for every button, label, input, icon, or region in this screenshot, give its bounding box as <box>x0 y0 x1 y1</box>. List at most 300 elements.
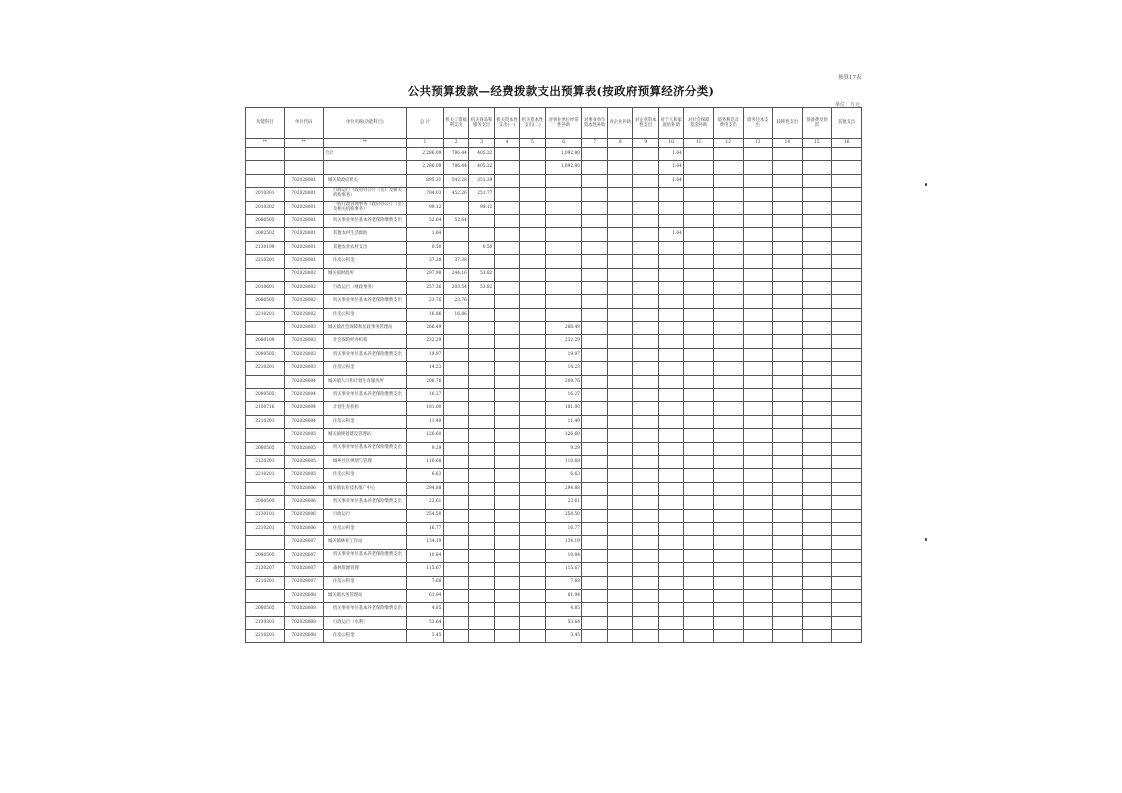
empty-cell <box>684 295 714 308</box>
amount-cell <box>658 188 683 201</box>
function-code-cell: 2100716 <box>246 402 285 415</box>
amount-cell <box>545 295 582 308</box>
column-index-cell: 14 <box>773 139 803 148</box>
column-header: 总 计 <box>407 108 444 139</box>
table-row <box>246 188 862 201</box>
empty-cell <box>582 161 607 174</box>
empty-cell <box>520 161 545 174</box>
empty-cell <box>743 148 773 161</box>
unit-code-cell <box>284 148 323 161</box>
total-cell: 23.61 <box>407 496 444 509</box>
empty-cell <box>832 188 862 201</box>
unit-name-cell: 社会保险经办机构 <box>323 335 407 348</box>
amount-cell <box>658 214 683 227</box>
total-cell: 37.38 <box>407 255 444 268</box>
amount-cell <box>658 362 683 375</box>
unit-name-cell: 行政运行（水利） <box>323 616 407 629</box>
function-code-cell: 2210201 <box>246 362 285 375</box>
unit-code-cell: 702028008 <box>284 589 323 602</box>
empty-cell <box>494 295 519 308</box>
total-cell: 52.64 <box>407 214 444 227</box>
empty-cell <box>607 496 632 509</box>
table-row <box>246 455 862 468</box>
empty-cell <box>802 201 832 214</box>
empty-cell <box>494 148 519 161</box>
empty-cell <box>802 228 832 241</box>
amount-cell <box>443 389 468 402</box>
amount-cell: 786.44 <box>443 148 468 161</box>
empty-cell <box>832 509 862 522</box>
unit-code-cell: 702028003 <box>284 322 323 335</box>
empty-cell <box>633 469 658 482</box>
unit-label: 单位：万元 <box>834 102 860 108</box>
table-row <box>246 630 862 643</box>
empty-cell <box>494 402 519 415</box>
total-cell: 99.12 <box>407 201 444 214</box>
amount-cell: 53.82 <box>469 281 494 294</box>
amount-cell <box>469 375 494 388</box>
empty-cell <box>520 563 545 576</box>
empty-cell <box>743 563 773 576</box>
empty-cell <box>832 362 862 375</box>
amount-cell <box>469 563 494 576</box>
empty-cell <box>713 455 743 468</box>
empty-cell <box>832 201 862 214</box>
empty-cell <box>713 469 743 482</box>
amount-cell <box>658 549 683 562</box>
empty-cell <box>713 429 743 442</box>
empty-cell <box>802 322 832 335</box>
table-row <box>246 415 862 428</box>
unit-code-cell: 702028008 <box>284 630 323 643</box>
empty-cell <box>773 268 803 281</box>
column-index-cell: 1 <box>407 139 444 148</box>
empty-cell <box>582 496 607 509</box>
function-code-cell <box>246 322 285 335</box>
empty-cell <box>494 389 519 402</box>
unit-code-cell: 702028008 <box>284 603 323 616</box>
empty-cell <box>832 576 862 589</box>
empty-cell <box>582 522 607 535</box>
unit-name-cell: 机关事业单位基本养老保险缴费支出 <box>323 603 407 616</box>
empty-cell <box>633 576 658 589</box>
empty-cell <box>633 536 658 549</box>
column-header: 单位代码 <box>284 108 323 139</box>
empty-cell <box>773 281 803 294</box>
table-row <box>246 148 862 161</box>
total-cell: 4.85 <box>407 603 444 616</box>
empty-cell <box>713 375 743 388</box>
empty-cell <box>713 148 743 161</box>
empty-cell <box>773 335 803 348</box>
empty-cell <box>832 603 862 616</box>
amount-cell <box>658 322 683 335</box>
empty-cell <box>743 442 773 455</box>
empty-cell <box>773 536 803 549</box>
table-row <box>246 241 862 254</box>
amount-cell: 1,092.80 <box>545 161 582 174</box>
amount-cell <box>658 603 683 616</box>
function-code-cell: 2210201 <box>246 308 285 321</box>
empty-cell <box>633 348 658 361</box>
column-header: 债务还本支出 <box>743 108 773 139</box>
empty-cell <box>832 469 862 482</box>
empty-cell <box>684 148 714 161</box>
amount-cell <box>469 348 494 361</box>
total-cell: 2,286.09 <box>407 148 444 161</box>
column-index-cell: 16 <box>832 139 862 148</box>
empty-cell <box>607 201 632 214</box>
table-row <box>246 442 862 455</box>
empty-cell <box>832 630 862 643</box>
unit-name-cell: 城关镇农业技术推广中心 <box>323 482 407 495</box>
unit-code-cell: 702028001 <box>284 255 323 268</box>
amount-cell <box>469 415 494 428</box>
empty-cell <box>582 455 607 468</box>
unit-code-cell: 702028003 <box>284 362 323 375</box>
amount-cell <box>469 589 494 602</box>
amount-cell <box>443 335 468 348</box>
empty-cell <box>802 536 832 549</box>
column-index-cell: 11 <box>684 139 714 148</box>
empty-cell <box>802 161 832 174</box>
unit-name-cell: 城关镇水务管理站 <box>323 589 407 602</box>
function-code-cell <box>246 589 285 602</box>
amount-cell <box>469 536 494 549</box>
empty-cell <box>607 455 632 468</box>
empty-cell <box>832 255 862 268</box>
amount-cell: 251.77 <box>469 188 494 201</box>
amount-cell <box>658 482 683 495</box>
amount-cell <box>545 228 582 241</box>
unit-name-cell: 住房公积金 <box>323 362 407 375</box>
empty-cell <box>494 482 519 495</box>
empty-cell <box>832 281 862 294</box>
empty-cell <box>713 576 743 589</box>
amount-cell <box>469 228 494 241</box>
amount-cell <box>658 522 683 535</box>
amount-cell: 9.29 <box>545 442 582 455</box>
empty-cell <box>743 616 773 629</box>
empty-cell <box>494 509 519 522</box>
empty-cell <box>773 509 803 522</box>
amount-cell: 10.84 <box>545 549 582 562</box>
empty-cell <box>582 576 607 589</box>
empty-cell <box>607 549 632 562</box>
empty-cell <box>773 375 803 388</box>
empty-cell <box>494 228 519 241</box>
amount-cell <box>469 362 494 375</box>
empty-cell <box>684 188 714 201</box>
column-index-cell: ** <box>323 139 407 148</box>
function-code-cell: 2080505 <box>246 348 285 361</box>
empty-cell <box>802 603 832 616</box>
function-code-cell: 2210201 <box>246 576 285 589</box>
amount-cell <box>658 389 683 402</box>
empty-cell <box>607 563 632 576</box>
unit-name-cell: 城关镇社会保障和民政事务管理站 <box>323 322 407 335</box>
amount-cell: 6.63 <box>545 469 582 482</box>
empty-cell <box>633 522 658 535</box>
column-header: 功能科目 <box>246 108 285 139</box>
unit-name-cell: 其他农村生活救助 <box>323 228 407 241</box>
amount-cell <box>658 241 683 254</box>
empty-cell <box>684 482 714 495</box>
total-cell: 16.86 <box>407 308 444 321</box>
empty-cell <box>494 415 519 428</box>
empty-cell <box>607 161 632 174</box>
budget-table-container <box>245 107 862 643</box>
empty-cell <box>607 442 632 455</box>
amount-cell <box>469 214 494 227</box>
empty-cell <box>802 375 832 388</box>
empty-cell <box>802 509 832 522</box>
amount-cell <box>469 322 494 335</box>
empty-cell <box>607 429 632 442</box>
empty-cell <box>494 268 519 281</box>
amount-cell <box>443 563 468 576</box>
empty-cell <box>607 322 632 335</box>
table-row <box>246 576 862 589</box>
unit-code-cell: 702028004 <box>284 415 323 428</box>
empty-cell <box>832 322 862 335</box>
column-index-cell: 7 <box>582 139 607 148</box>
amount-cell: 126.60 <box>545 429 582 442</box>
empty-cell <box>684 496 714 509</box>
column-header: 对企业资本性支出 <box>633 108 658 139</box>
empty-cell <box>582 308 607 321</box>
empty-cell <box>684 174 714 187</box>
empty-cell <box>743 509 773 522</box>
empty-cell <box>802 255 832 268</box>
empty-cell <box>582 509 607 522</box>
empty-cell <box>582 442 607 455</box>
unit-code-cell: 702028006 <box>284 509 323 522</box>
empty-cell <box>773 389 803 402</box>
empty-cell <box>832 616 862 629</box>
unit-code-cell: 702028001 <box>284 228 323 241</box>
empty-cell <box>684 522 714 535</box>
empty-cell <box>713 549 743 562</box>
empty-cell <box>743 214 773 227</box>
empty-cell <box>520 522 545 535</box>
empty-cell <box>773 322 803 335</box>
amount-cell <box>443 442 468 455</box>
unit-code-cell: 702028006 <box>284 482 323 495</box>
amount-cell <box>545 214 582 227</box>
total-cell: 14.23 <box>407 362 444 375</box>
table-row <box>246 322 862 335</box>
empty-cell <box>520 429 545 442</box>
empty-cell <box>684 389 714 402</box>
empty-cell <box>494 563 519 576</box>
amount-cell: 14.23 <box>545 362 582 375</box>
empty-cell <box>494 549 519 562</box>
column-index-cell: 8 <box>607 139 632 148</box>
empty-cell <box>773 603 803 616</box>
column-header: 对事业单位经常性补助 <box>545 108 582 139</box>
empty-cell <box>713 630 743 643</box>
empty-cell <box>520 576 545 589</box>
empty-cell <box>684 348 714 361</box>
amount-cell: 1.64 <box>658 148 683 161</box>
empty-cell <box>684 442 714 455</box>
function-code-cell: 2080505 <box>246 603 285 616</box>
amount-cell <box>443 549 468 562</box>
empty-cell <box>713 509 743 522</box>
empty-cell <box>582 335 607 348</box>
unit-code-cell: 702028001 <box>284 241 323 254</box>
empty-cell <box>582 188 607 201</box>
empty-cell <box>802 348 832 361</box>
function-code-cell: 2080109 <box>246 335 285 348</box>
amount-cell: 23.61 <box>545 496 582 509</box>
empty-cell <box>582 348 607 361</box>
function-code-cell: 2130199 <box>246 241 285 254</box>
empty-cell <box>633 603 658 616</box>
empty-cell <box>607 469 632 482</box>
function-code-cell: 2080505 <box>246 549 285 562</box>
function-code-cell <box>246 536 285 549</box>
empty-cell <box>684 536 714 549</box>
unit-name-cell: 机关事业单位基本养老保险缴费支出 <box>323 295 407 308</box>
total-cell: 10.84 <box>407 549 444 562</box>
empty-cell <box>633 616 658 629</box>
empty-cell <box>582 536 607 549</box>
empty-cell <box>713 308 743 321</box>
function-code-cell: 2080505 <box>246 389 285 402</box>
column-index-cell: 15 <box>802 139 832 148</box>
empty-cell <box>607 375 632 388</box>
empty-cell <box>802 589 832 602</box>
function-code-cell: 2130101 <box>246 509 285 522</box>
column-header: 对企业补助 <box>607 108 632 139</box>
unit-name-cell: 住房公积金 <box>323 576 407 589</box>
empty-cell <box>633 228 658 241</box>
empty-cell <box>802 455 832 468</box>
empty-cell <box>520 469 545 482</box>
empty-cell <box>520 415 545 428</box>
unit-name-cell: 行政运行 <box>323 509 407 522</box>
total-cell: 181.00 <box>407 402 444 415</box>
function-code-cell: 2130301 <box>246 616 285 629</box>
empty-cell <box>743 589 773 602</box>
amount-cell <box>658 496 683 509</box>
column-index-cell: ** <box>284 139 323 148</box>
empty-cell <box>832 482 862 495</box>
empty-cell <box>633 442 658 455</box>
empty-cell <box>494 536 519 549</box>
empty-cell <box>607 630 632 643</box>
total-cell: 134.19 <box>407 536 444 549</box>
amount-cell: 23.76 <box>443 295 468 308</box>
column-index-cell: 10 <box>658 139 683 148</box>
amount-cell: 16.86 <box>443 308 468 321</box>
empty-cell <box>633 268 658 281</box>
empty-cell <box>832 161 862 174</box>
form-number: 预算17表 <box>838 75 862 81</box>
empty-cell <box>607 415 632 428</box>
unit-name-cell: 城关镇林业工作站 <box>323 536 407 549</box>
amount-cell <box>443 616 468 629</box>
unit-name-cell: 机关事业单位基本养老保险缴费支出 <box>323 549 407 562</box>
empty-cell <box>607 241 632 254</box>
column-index-cell: ** <box>246 139 285 148</box>
empty-cell <box>520 308 545 321</box>
empty-cell <box>713 174 743 187</box>
empty-cell <box>520 228 545 241</box>
empty-cell <box>684 415 714 428</box>
amount-cell <box>443 241 468 254</box>
amount-cell <box>545 174 582 187</box>
amount-cell <box>443 469 468 482</box>
unit-name-cell: 城关镇财政所 <box>323 268 407 281</box>
empty-cell <box>713 389 743 402</box>
empty-cell <box>582 174 607 187</box>
table-row <box>246 469 862 482</box>
empty-cell <box>802 362 832 375</box>
empty-cell <box>713 482 743 495</box>
empty-cell <box>802 295 832 308</box>
total-cell: 11.49 <box>407 415 444 428</box>
empty-cell <box>520 509 545 522</box>
unit-code-cell: 702028004 <box>284 402 323 415</box>
unit-code-cell <box>284 161 323 174</box>
unit-code-cell: 702028005 <box>284 469 323 482</box>
empty-cell <box>633 322 658 335</box>
total-cell: 6.63 <box>407 469 444 482</box>
amount-cell <box>443 201 468 214</box>
amount-cell <box>658 455 683 468</box>
empty-cell <box>582 589 607 602</box>
total-cell: 53.64 <box>407 616 444 629</box>
empty-cell <box>520 268 545 281</box>
unit-name-cell: 住房公积金 <box>323 630 407 643</box>
unit-name-cell <box>323 161 407 174</box>
amount-cell <box>658 630 683 643</box>
column-index-cell: 13 <box>743 139 773 148</box>
empty-cell <box>607 402 632 415</box>
function-code-cell: 2080505 <box>246 442 285 455</box>
unit-code-cell: 702028007 <box>284 536 323 549</box>
amount-cell <box>469 630 494 643</box>
function-code-cell <box>246 429 285 442</box>
empty-cell <box>743 188 773 201</box>
unit-code-cell: 702028007 <box>284 549 323 562</box>
amount-cell <box>469 522 494 535</box>
empty-cell <box>773 549 803 562</box>
empty-cell <box>520 348 545 361</box>
total-cell: 704.03 <box>407 188 444 201</box>
empty-cell <box>684 563 714 576</box>
empty-cell <box>582 429 607 442</box>
empty-cell <box>743 161 773 174</box>
empty-cell <box>582 402 607 415</box>
empty-cell <box>773 429 803 442</box>
empty-cell <box>743 630 773 643</box>
budget-table <box>245 107 862 643</box>
function-code-cell: 2210201 <box>246 255 285 268</box>
empty-cell <box>802 630 832 643</box>
total-cell: 9.29 <box>407 442 444 455</box>
empty-cell <box>494 522 519 535</box>
function-code-cell: 2082502 <box>246 228 285 241</box>
empty-cell <box>633 161 658 174</box>
table-row <box>246 603 862 616</box>
table-row <box>246 281 862 294</box>
empty-cell <box>773 255 803 268</box>
empty-cell <box>607 536 632 549</box>
